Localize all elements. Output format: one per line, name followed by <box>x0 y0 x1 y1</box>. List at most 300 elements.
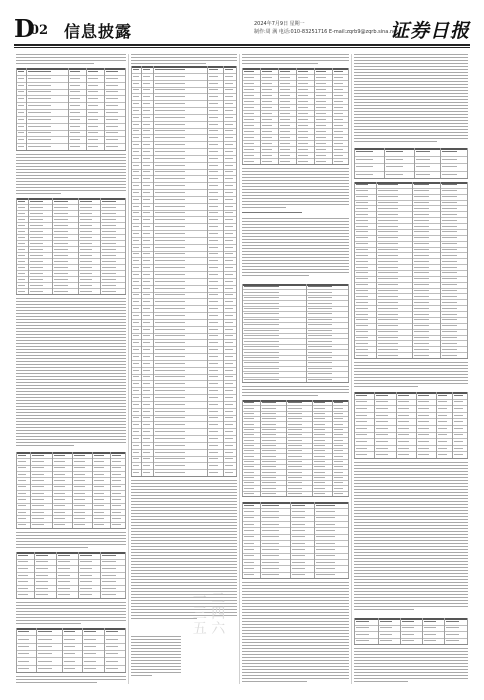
table-cell-text <box>356 243 368 244</box>
table-cell-text <box>454 454 463 455</box>
text-line <box>16 367 126 368</box>
table-row-rule <box>131 421 237 422</box>
text-line <box>131 516 237 517</box>
table-cell-text <box>32 467 44 468</box>
table-cell-text <box>102 207 116 208</box>
table-cell-text <box>18 668 29 669</box>
table-cell-text <box>209 335 218 336</box>
text-line <box>354 141 437 142</box>
table-cell-text <box>133 390 139 391</box>
table-cell-text <box>143 267 150 268</box>
text-line <box>16 445 74 446</box>
table-cell-text <box>378 331 398 332</box>
text-line <box>354 555 468 556</box>
table-cell-text <box>133 165 139 166</box>
table-column-rule <box>153 66 154 476</box>
text-line <box>354 66 468 67</box>
text-line <box>354 63 468 64</box>
table-cell-text <box>225 253 233 254</box>
text-line <box>16 358 126 359</box>
table-row-rule <box>131 257 237 258</box>
table-cell-text <box>244 466 254 467</box>
text-line <box>354 138 468 139</box>
table-cell-text <box>378 196 398 197</box>
table-cell-text <box>244 562 254 563</box>
table-row-rule <box>16 282 126 283</box>
table-cell-text <box>80 207 92 208</box>
text-line <box>354 558 468 559</box>
table-cell-text <box>143 274 150 275</box>
table-row-rule <box>242 300 349 301</box>
table-cell-text <box>209 342 218 343</box>
table-cell-text <box>133 151 139 152</box>
table-cell-text <box>209 315 218 316</box>
table-cell-text <box>28 91 51 92</box>
table-cell-text <box>106 98 118 99</box>
table-cell-text <box>356 627 369 628</box>
table-row-rule <box>242 322 349 323</box>
text-line <box>131 525 237 526</box>
table-cell-text <box>64 631 75 632</box>
table-cell-text <box>106 646 118 647</box>
table-cell-text <box>155 260 185 261</box>
table-cell-text <box>18 219 25 220</box>
table-cell-text <box>32 518 44 519</box>
table-cell-text <box>88 105 98 106</box>
table-cell-text <box>106 139 118 140</box>
text-line <box>354 552 468 553</box>
table-row-rule <box>131 73 237 74</box>
table-cell-text <box>54 474 65 475</box>
table-cell-text <box>54 249 68 250</box>
table-cell-text <box>54 237 68 238</box>
table-cell-text <box>316 101 326 102</box>
table-cell-text <box>54 467 65 468</box>
table-row-rule <box>16 252 126 253</box>
table-cell-text <box>386 174 403 175</box>
table-cell-text <box>18 631 29 632</box>
table-cell-text <box>209 219 218 220</box>
table-cell-text <box>378 278 398 279</box>
table-cell-text <box>292 574 305 575</box>
table-cell-text <box>28 132 51 133</box>
table-cell-text <box>18 267 25 268</box>
table-cell-text <box>442 151 457 152</box>
text-line <box>242 266 349 267</box>
table-column-rule <box>467 148 468 178</box>
table-cell-text <box>442 349 457 350</box>
text-line <box>242 603 349 604</box>
table-cell-text <box>225 274 233 275</box>
table-cell-text <box>80 273 92 274</box>
table-cell-text <box>133 110 139 111</box>
table-cell-text <box>209 458 218 459</box>
table-cell-text <box>414 196 429 197</box>
table-cell-text <box>316 536 335 537</box>
table-cell-text <box>102 225 116 226</box>
table-cell-text <box>356 284 368 285</box>
text-line <box>354 522 468 523</box>
table-cell-text <box>225 233 233 234</box>
table-row-rule <box>131 319 237 320</box>
header-rule-thick <box>14 44 470 46</box>
table-cell-text <box>244 440 254 441</box>
table-cell-text <box>18 588 28 589</box>
table-row-rule <box>354 229 468 230</box>
table-cell-text <box>155 301 185 302</box>
table-cell-text <box>356 296 368 297</box>
table-cell-text <box>225 342 233 343</box>
table-cell-text <box>225 171 233 172</box>
text-line <box>242 272 349 273</box>
table-cell-text <box>143 329 150 330</box>
table-cell-text <box>209 452 218 453</box>
table-row-rule <box>131 237 237 238</box>
table-column-rule <box>16 552 17 598</box>
table-cell-text <box>112 467 121 468</box>
table-cell-text <box>28 78 51 79</box>
table-cell-text <box>155 404 185 405</box>
table-row-rule <box>242 572 349 573</box>
table-cell-text <box>209 76 218 77</box>
table-cell-text <box>308 330 332 331</box>
table-cell-text <box>94 461 104 462</box>
table-cell-text <box>64 639 75 640</box>
table-cell-text <box>54 255 68 256</box>
table-column-rule <box>86 68 87 150</box>
table-cell-text <box>102 231 116 232</box>
table-cell-text <box>54 267 68 268</box>
table-cell-text <box>292 505 305 506</box>
table-cell-text <box>58 581 70 582</box>
table-cell-text <box>262 562 279 563</box>
text-line <box>16 340 126 341</box>
table-cell-text <box>28 98 51 99</box>
table-cell-text <box>28 71 51 72</box>
table-cell-text <box>378 284 398 285</box>
table-cell-text <box>133 144 139 145</box>
table-column-rule <box>242 400 243 496</box>
table-cell-text <box>106 653 118 654</box>
table-cell-text <box>112 524 121 525</box>
table-column-rule <box>467 182 468 358</box>
table-cell-text <box>32 512 44 513</box>
text-line <box>131 588 237 589</box>
table-cell-text <box>155 267 185 268</box>
table-cell-text <box>244 362 279 363</box>
table-row-rule <box>242 355 349 356</box>
table-cell-text <box>106 105 118 106</box>
table-cell-text <box>262 149 272 150</box>
table-row-rule <box>131 210 237 211</box>
table-column-rule <box>436 392 437 458</box>
text-line <box>16 415 126 416</box>
table-cell-text <box>18 213 25 214</box>
table-cell-text <box>38 639 52 640</box>
text-line <box>131 666 181 667</box>
table-bottom-rule <box>354 178 468 179</box>
table-cell-text <box>54 480 65 481</box>
table-cell-text <box>308 297 332 298</box>
table-cell-text <box>209 390 218 391</box>
text-line <box>242 389 349 390</box>
table-cell-text <box>143 383 150 384</box>
table-row-rule <box>242 553 349 554</box>
text-line <box>131 636 181 637</box>
table-row-rule <box>354 317 468 318</box>
column-3 <box>242 52 349 684</box>
text-line <box>354 465 468 466</box>
table-cell-text <box>84 653 96 654</box>
text-line <box>354 102 468 103</box>
table-row-rule <box>131 251 237 252</box>
text-line <box>242 254 349 255</box>
table-cell-text <box>356 428 367 429</box>
table-cell-text <box>414 214 429 215</box>
table-cell-text <box>102 273 116 274</box>
table-cell-text <box>402 627 414 628</box>
table-cell-text <box>18 85 24 86</box>
table-cell-text <box>334 113 343 114</box>
table-cell-text <box>143 301 150 302</box>
table-cell-text <box>292 562 305 563</box>
table-cell-text <box>356 355 368 356</box>
table-cell-text <box>143 260 150 261</box>
table-cell-text <box>244 346 279 347</box>
text-line <box>16 154 126 155</box>
table-cell-text <box>225 397 233 398</box>
text-line <box>354 489 468 490</box>
table-cell-text <box>209 397 218 398</box>
table-row-rule <box>16 75 126 76</box>
table-cell-text <box>209 240 218 241</box>
table-row-rule <box>354 451 468 452</box>
table-top-rule <box>16 552 126 554</box>
table-column-rule <box>278 68 279 164</box>
table-cell-text <box>424 621 436 622</box>
table-cell-text <box>143 465 150 466</box>
table-cell-text <box>398 448 409 449</box>
table-row-rule <box>16 665 126 666</box>
table-cell-text <box>18 455 26 456</box>
table-cell-text <box>18 279 25 280</box>
table-cell-text <box>378 272 398 273</box>
table-cell-text <box>70 126 80 127</box>
table-row-rule <box>354 235 468 236</box>
table-cell-text <box>18 561 28 562</box>
table-cell-text <box>414 319 429 320</box>
table-cell-text <box>133 335 139 336</box>
table-row-rule <box>354 264 468 265</box>
table-cell-text <box>244 319 279 320</box>
table-cell-text <box>133 117 139 118</box>
text-line <box>354 507 468 508</box>
text-line <box>242 606 349 607</box>
table-cell-text <box>262 155 272 156</box>
table-cell-text <box>18 505 26 506</box>
table-cell-text <box>334 107 343 108</box>
table-cell-text <box>30 285 43 286</box>
text-line <box>16 379 126 380</box>
text-line <box>131 579 237 580</box>
text-line <box>354 525 468 526</box>
text-line <box>16 370 126 371</box>
table-cell-text <box>356 319 368 320</box>
table-cell-text <box>133 294 139 295</box>
table-cell-text <box>398 428 409 429</box>
table-cell-text <box>143 281 150 282</box>
table-column-rule <box>236 66 237 476</box>
text-line <box>354 57 468 58</box>
table-cell-text <box>225 103 233 104</box>
text-line <box>16 547 88 548</box>
text-line <box>354 105 468 106</box>
text-line <box>16 319 126 320</box>
text-line <box>354 75 468 76</box>
table-cell-text <box>262 83 272 84</box>
table-cell-text <box>438 415 447 416</box>
table-cell-text <box>209 83 218 84</box>
table-bottom-rule <box>354 358 468 359</box>
table-cell-text <box>225 117 233 118</box>
table-cell-text <box>80 255 92 256</box>
table-cell-text <box>133 452 139 453</box>
editor-contact: 制作:周 满 电话:010-83251716 E-mail:zqrb9@zqrb.sina.net <box>254 29 399 35</box>
table-cell-text <box>416 166 430 167</box>
table-cell-text <box>155 308 185 309</box>
table-cell-text <box>288 418 302 419</box>
table-cell-text <box>418 448 429 449</box>
table-cell-text <box>18 207 25 208</box>
table-cell-text <box>316 125 326 126</box>
table-cell-text <box>80 588 92 589</box>
text-line <box>131 642 181 643</box>
table-cell-text <box>356 208 368 209</box>
table-cell-text <box>155 117 185 118</box>
table-cell-text <box>438 441 447 442</box>
table-cell-text <box>155 424 185 425</box>
table-column-rule <box>260 502 261 578</box>
column-divider <box>128 54 129 684</box>
table-cell-text <box>30 273 43 274</box>
table-cell-text <box>438 434 447 435</box>
table-row-rule <box>354 205 468 206</box>
table-cell-text <box>155 356 185 357</box>
table-cell-text <box>30 261 43 262</box>
table-cell-text <box>280 101 290 102</box>
table-cell-text <box>143 342 150 343</box>
table-bottom-rule <box>242 496 349 497</box>
text-line <box>242 639 349 640</box>
table-cell-text <box>209 363 218 364</box>
table-cell-text <box>80 575 92 576</box>
table-cell-text <box>155 294 185 295</box>
text-line <box>354 669 468 670</box>
table-cell-text <box>88 98 98 99</box>
table-cell-text <box>209 144 218 145</box>
table-column-rule <box>68 68 69 150</box>
text-line <box>242 221 349 222</box>
table-cell-text <box>88 71 98 72</box>
table-row-rule <box>242 377 349 378</box>
text-line <box>16 313 126 314</box>
table-cell-text <box>155 445 185 446</box>
table-cell-text <box>418 428 429 429</box>
table-column-rule <box>56 552 57 598</box>
text-line <box>16 433 126 434</box>
table-row-rule <box>242 534 349 535</box>
table-column-rule <box>440 182 441 358</box>
table-cell-text <box>442 267 457 268</box>
text-line <box>16 63 94 64</box>
table-cell-text <box>292 517 305 518</box>
table-column-rule <box>314 68 315 164</box>
table-row-rule <box>131 264 237 265</box>
table-cell-text <box>442 343 457 344</box>
table-cell-text <box>18 285 25 286</box>
table-cell-text <box>442 243 457 244</box>
text-line <box>16 424 126 425</box>
table-row-rule <box>16 559 126 560</box>
text-line <box>16 361 126 362</box>
table-cell-text <box>380 627 392 628</box>
table-cell-text <box>316 530 335 531</box>
table-bottom-rule <box>354 644 468 645</box>
table-cell-text <box>316 113 326 114</box>
table-cell-text <box>64 646 75 647</box>
table-row-rule <box>16 288 126 289</box>
table-cell-text <box>262 429 276 430</box>
table-cell-text <box>314 429 325 430</box>
text-line <box>131 639 181 640</box>
table-row-rule <box>242 289 349 290</box>
text-line <box>131 573 237 574</box>
table-cell-text <box>225 417 233 418</box>
table-cell-text <box>262 568 279 569</box>
table-cell-text <box>316 155 326 156</box>
table-cell-text <box>102 588 116 589</box>
table-row-rule <box>131 134 237 135</box>
table-cell-text <box>58 561 70 562</box>
table-row-rule <box>242 559 349 560</box>
table-cell-text <box>244 137 254 138</box>
text-line <box>242 600 349 601</box>
text-line <box>242 660 349 661</box>
table-cell-text <box>244 303 279 304</box>
table-cell-text <box>80 267 92 268</box>
table-cell-text <box>334 119 343 120</box>
text-line <box>354 660 468 661</box>
table-cell-text <box>54 486 65 487</box>
table-cell-text <box>225 96 233 97</box>
table-cell-text <box>133 226 139 227</box>
table-cell-text <box>378 267 398 268</box>
text-line <box>16 409 126 410</box>
table-cell-text <box>334 413 343 414</box>
table-cell-text <box>28 146 51 147</box>
table-cell-text <box>225 130 233 131</box>
table-cell-text <box>133 445 139 446</box>
table-cell-text <box>380 621 392 622</box>
text-line <box>131 570 237 571</box>
table-cell-text <box>288 461 302 462</box>
text-line <box>16 184 126 185</box>
table-cell-text <box>288 402 302 403</box>
table-cell-text <box>155 315 185 316</box>
table-cell-text <box>209 158 218 159</box>
table-column-rule <box>26 68 27 150</box>
table-cell-text <box>209 206 218 207</box>
